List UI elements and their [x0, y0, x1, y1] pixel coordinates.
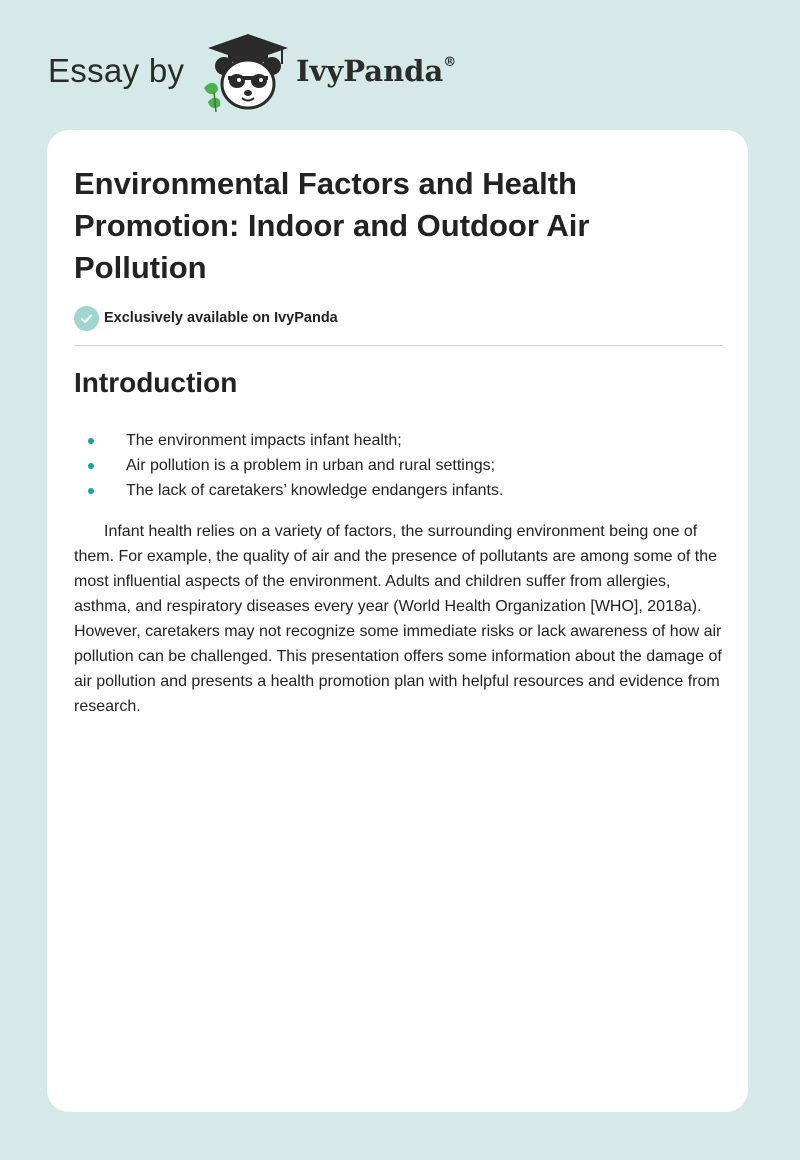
list-item-text: The lack of caretakers’ knowledge endangers infants. [126, 482, 504, 499]
check-icon [74, 306, 99, 331]
essay-card [47, 130, 748, 1112]
list-item [74, 428, 714, 453]
ivypanda-logo-icon[interactable] [202, 32, 294, 114]
brand-text: IvyPanda [296, 54, 444, 88]
bullet-icon [88, 463, 94, 469]
site-header [48, 30, 748, 120]
exclusive-label: Exclusively available on IvyPanda [104, 310, 338, 326]
divider [74, 345, 723, 346]
exclusive-badge [74, 305, 338, 331]
list-item [74, 478, 714, 503]
body-paragraph: Infant health relies on a variety of factors, the surrounding environment being one of them. For example, the quality of air and the presence of pollutants are among some of the most influential aspects of the environment. Adults and children suffer from allergies, asthma, and respiratory diseases every year (World Health Organization [WHO], 2018a). However, caretakers may not recognize some immediate risks or lack awareness of how air pollution can be challenged. This presentation offers some information about the damage of air pollution and presents a health promotion plan with helpful resources and evidence from research. [74, 523, 722, 715]
brand-name[interactable] [296, 54, 456, 88]
bullet-icon [88, 488, 94, 494]
list-item-text: The environment impacts infant health; [126, 432, 402, 449]
registered-mark: ® [443, 55, 457, 71]
section-heading: Introduction [74, 367, 238, 398]
bullet-list [74, 428, 714, 503]
bullet-icon [88, 438, 94, 444]
list-item-text: Air pollution is a problem in urban and rural settings; [126, 457, 496, 474]
essay-by-label: Essay by [48, 52, 185, 89]
list-item [74, 453, 714, 478]
page-title: Environmental Factors and Health Promotion: Indoor and Outdoor Air Pollution [74, 166, 590, 285]
